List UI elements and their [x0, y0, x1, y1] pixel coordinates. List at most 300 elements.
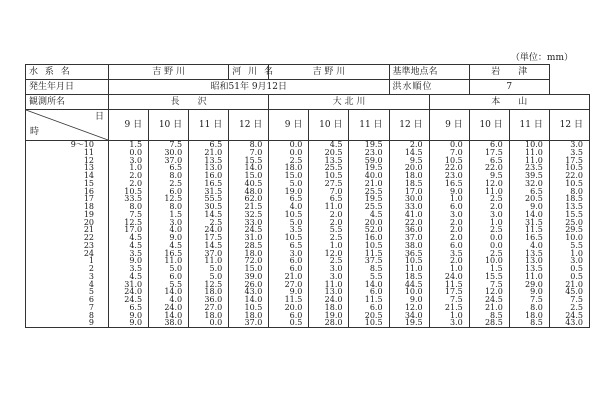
rain-value: 31.0 [124, 279, 143, 289]
day-header: 10 日 [469, 110, 509, 141]
rain-value: 6.0 [449, 240, 463, 250]
rain-value: 29.0 [525, 279, 543, 289]
rain-column [429, 141, 469, 328]
rain-value: 0.0 [209, 318, 223, 328]
rain-value: 38.0 [404, 240, 423, 250]
rain-value: 0.0 [129, 147, 143, 157]
rain-value: 19.5 [364, 140, 383, 149]
time-cell: 18 [83, 202, 94, 211]
rain-value: 12.0 [404, 302, 423, 312]
rain-value: 8.0 [129, 202, 143, 211]
rain-value: 13.5 [565, 202, 583, 211]
rain-value: 11.0 [324, 279, 343, 289]
day-header: 11 日 [349, 110, 389, 141]
rain-value: 21.5 [244, 202, 263, 211]
rain-value: 2.5 [329, 256, 343, 266]
rain-value: 1.5 [490, 264, 503, 273]
rain-value: 30.0 [164, 147, 183, 157]
station-2: 大 北 川 [269, 95, 429, 110]
time-cell: 12 [83, 155, 94, 165]
reference-point-label: 基準地点名 [389, 65, 469, 80]
rain-value: 7.0 [329, 186, 343, 196]
diagonal-header-cell [26, 110, 109, 141]
reference-point-value: 岩 津 [469, 65, 549, 80]
rain-value: 27.5 [324, 178, 343, 188]
rain-column [549, 141, 589, 328]
rain-value: 37.5 [364, 256, 383, 266]
rain-value: 11.0 [404, 264, 423, 273]
rain-value: 8.5 [369, 264, 383, 273]
rain-value: 40.0 [364, 171, 383, 180]
rain-value: 6.5 [129, 302, 143, 312]
day-axis-label: 日 [94, 112, 104, 122]
rain-value: 4.0 [530, 240, 543, 250]
rain-value: 24.0 [204, 225, 223, 235]
time-cell: 5 [88, 287, 94, 297]
rain-value: 7.5 [490, 279, 503, 289]
rain-value: 18.5 [565, 194, 583, 204]
rain-value: 14.0 [244, 163, 263, 173]
rain-value: 3.0 [329, 271, 343, 281]
rain-value: 24.0 [164, 302, 183, 312]
rain-value: 22.0 [565, 171, 583, 180]
rain-value: 32.0 [525, 178, 543, 188]
rain-value: 2.0 [329, 209, 343, 219]
rain-value: 11.0 [525, 271, 543, 281]
rain-value: 20.0 [284, 302, 303, 312]
rain-value: 12.5 [124, 217, 143, 227]
rain-value: 4.5 [169, 240, 183, 250]
rain-value: 25.0 [565, 217, 583, 227]
rain-value: 8.0 [570, 186, 583, 196]
rain-value: 11.0 [324, 202, 343, 211]
rain-value: 44.5 [404, 279, 423, 289]
rain-value: 22.0 [404, 217, 423, 227]
rain-value: 10.5 [444, 155, 463, 165]
rain-value: 2.0 [409, 140, 423, 149]
rain-value: 1.5 [169, 209, 183, 219]
rain-value: 2.5 [329, 233, 343, 242]
rain-value: 27.0 [284, 279, 303, 289]
rain-value: 37.0 [164, 155, 183, 165]
rain-value: 15.0 [244, 264, 263, 273]
rain-value: 11.5 [364, 295, 383, 304]
rain-value: 4.5 [129, 233, 143, 242]
rain-value: 5.0 [209, 264, 223, 273]
river-name-value: 吉 野 川 [269, 65, 389, 80]
rain-value: 28.5 [484, 318, 503, 328]
time-cell: 3 [88, 271, 94, 281]
rain-value: 15.5 [565, 209, 583, 219]
rain-value: 24.0 [324, 295, 343, 304]
rain-value: 2.0 [129, 171, 143, 180]
rain-value: 8.0 [249, 140, 263, 149]
rain-value: 6.5 [289, 240, 303, 250]
rain-value: 9.0 [530, 287, 543, 297]
rain-value: 11.0 [204, 256, 223, 266]
rain-value: 12.0 [324, 248, 343, 258]
data-row [26, 141, 590, 328]
rain-value: 17.5 [444, 287, 463, 297]
rain-value: 6.0 [369, 302, 383, 312]
rain-value: 72.0 [244, 256, 263, 266]
rain-value: 16.0 [204, 171, 223, 180]
rain-value: 1.0 [570, 248, 583, 258]
rain-value: 4.5 [129, 240, 143, 250]
rain-value: 13.0 [204, 163, 223, 173]
rain-value: 2.5 [289, 155, 303, 165]
rain-value: 18.0 [404, 171, 423, 180]
rain-value: 18.0 [324, 302, 343, 312]
rain-value: 0.5 [289, 318, 303, 328]
rain-value: 11.5 [364, 248, 383, 258]
rain-value: 43.0 [565, 318, 583, 328]
rain-value: 2.5 [490, 194, 503, 204]
rain-value: 17.5 [204, 233, 223, 242]
day-header: 9 日 [269, 110, 309, 141]
rain-value: 0.5 [570, 264, 583, 273]
rain-value: 24.5 [244, 225, 263, 235]
rain-value: 18.0 [204, 310, 223, 320]
rain-value: 6.5 [289, 194, 303, 204]
rain-value: 3.0 [570, 256, 583, 266]
rain-value: 36.0 [204, 295, 223, 304]
station-label: 観測所名 [26, 95, 109, 110]
rain-value: 10.5 [324, 171, 343, 180]
rain-value: 22.0 [444, 163, 463, 173]
rain-value: 9.5 [409, 155, 423, 165]
rain-value: 11.0 [525, 155, 543, 165]
rain-value: 2.0 [449, 217, 463, 227]
rain-value: 3.5 [129, 248, 143, 258]
rain-value: 2.5 [490, 248, 503, 258]
rain-value: 16.5 [204, 178, 223, 188]
rain-value: 20.5 [364, 310, 383, 320]
time-cell: 21 [83, 225, 94, 235]
rain-value: 13.5 [525, 248, 543, 258]
station-1: 長 沢 [109, 95, 269, 110]
rain-value: 14.5 [404, 147, 423, 157]
rain-value: 59.0 [364, 155, 383, 165]
rain-value: 22.0 [484, 163, 503, 173]
rain-value: 5.5 [169, 279, 183, 289]
rain-value: 20.5 [324, 147, 343, 157]
rain-value: 5.0 [209, 271, 223, 281]
rain-value: 52.0 [364, 225, 383, 235]
rain-value: 38.0 [164, 318, 183, 328]
rain-value: 19.5 [364, 163, 383, 173]
time-axis-label: 時 [30, 127, 40, 137]
header-row-1 [26, 65, 590, 80]
rain-value: 5.0 [289, 217, 303, 227]
rain-value: 19.5 [404, 318, 423, 328]
time-cell: 16 [83, 186, 94, 196]
station-3: 本 山 [429, 95, 589, 110]
rain-value: 39.5 [525, 171, 543, 180]
day-header: 10 日 [309, 110, 349, 141]
rain-value: 7.5 [449, 295, 463, 304]
rain-value: 0.0 [490, 240, 503, 250]
rain-value: 13.5 [525, 264, 543, 273]
rain-value: 0.0 [289, 140, 303, 149]
rain-value: 9.0 [409, 295, 423, 304]
rain-value: 17.0 [124, 225, 143, 235]
rain-value: 34.0 [404, 310, 423, 320]
rain-value: 25.5 [364, 186, 383, 196]
rain-value: 21.5 [444, 302, 463, 312]
time-cell: 15 [83, 178, 94, 188]
rain-column [389, 141, 429, 328]
rain-value: 14.5 [204, 240, 223, 250]
rain-value: 14.5 [204, 209, 223, 219]
rain-value: 18.0 [244, 248, 263, 258]
rain-value: 18.0 [244, 310, 263, 320]
rain-value: 5.0 [289, 178, 303, 188]
rain-value: 0.0 [490, 233, 503, 242]
rain-value: 13.0 [525, 256, 543, 266]
rain-value: 11.0 [484, 186, 503, 196]
rain-value: 24.5 [484, 295, 503, 304]
rain-value: 23.5 [525, 163, 543, 173]
rain-value: 37.0 [244, 318, 263, 328]
rain-value: 1.5 [129, 140, 143, 149]
rain-value: 10.5 [364, 318, 383, 328]
day-header: 9 日 [429, 110, 469, 141]
rainfall-table [25, 64, 590, 328]
rain-value: 10.5 [124, 186, 143, 196]
day-header: 12 日 [389, 110, 429, 141]
time-cell: 6 [88, 295, 94, 304]
time-cell: 9 [88, 318, 94, 328]
rain-value: 25.5 [324, 163, 343, 173]
rain-value: 6.0 [289, 264, 303, 273]
rain-value: 30.0 [404, 194, 423, 204]
rain-value: 6.5 [329, 194, 343, 204]
rain-value: 4.0 [169, 295, 183, 304]
rain-value: 21.0 [284, 271, 303, 281]
rain-value: 36.5 [404, 248, 423, 258]
rain-value: 18.5 [404, 178, 423, 188]
rain-value: 2.5 [570, 302, 583, 312]
rain-value: 12.0 [484, 287, 503, 297]
rain-column [149, 141, 189, 328]
header-row-3 [26, 95, 590, 110]
rain-value: 30.5 [204, 202, 223, 211]
time-cell: 1 [88, 256, 94, 266]
rain-value: 6.5 [530, 186, 543, 196]
time-cell: 7 [88, 302, 94, 312]
rain-value: 2.5 [209, 217, 223, 227]
header-row-2 [26, 80, 590, 95]
day-header-row [26, 110, 590, 141]
rain-value: 15.0 [244, 171, 263, 180]
time-cell: 22 [83, 233, 94, 242]
rain-value: 21.0 [565, 279, 583, 289]
flood-rank-value: 7 [469, 80, 549, 95]
time-cell: 20 [83, 217, 94, 227]
rain-value: 24.5 [565, 310, 583, 320]
rain-value: 6.0 [289, 310, 303, 320]
rain-value: 6.0 [289, 256, 303, 266]
rain-value: 32.5 [244, 209, 263, 219]
rain-value: 9.0 [449, 186, 463, 196]
rain-value: 7.0 [249, 147, 263, 157]
rain-value: 10.5 [284, 233, 303, 242]
rain-value: 19.5 [364, 194, 383, 204]
rain-value: 37.0 [204, 248, 223, 258]
rain-value: 6.0 [169, 186, 183, 196]
rain-value: 9.5 [490, 171, 503, 180]
rain-value: 1.0 [449, 310, 463, 320]
time-cell: 9～10 [70, 140, 94, 149]
rain-value: 8.0 [169, 202, 183, 211]
rain-value: 8.5 [490, 310, 503, 320]
rain-value: 9.0 [289, 287, 303, 297]
rain-value: 9.0 [530, 202, 543, 211]
rain-value: 6.0 [369, 287, 383, 297]
rain-value: 5.5 [369, 271, 383, 281]
rain-value: 3.0 [129, 155, 143, 165]
rain-value: 6.0 [449, 202, 463, 211]
rain-value: 10.5 [404, 256, 423, 266]
rain-value: 3.5 [129, 264, 143, 273]
water-system-label: 水 系 名 [26, 65, 109, 80]
rain-value: 33.5 [124, 194, 143, 204]
rain-column [469, 141, 509, 328]
rain-column [229, 141, 269, 328]
rain-value: 20.0 [404, 163, 423, 173]
day-header: 12 日 [229, 110, 269, 141]
rain-value: 31.5 [525, 217, 543, 227]
rain-value: 28.5 [244, 240, 263, 250]
rain-value: 6.5 [490, 155, 503, 165]
rain-value: 21.0 [204, 147, 223, 157]
time-cell: 11 [83, 147, 94, 157]
rain-value: 15.0 [284, 171, 303, 180]
rain-value: 13.0 [324, 287, 343, 297]
rain-value: 10.0 [565, 233, 583, 242]
rain-value: 3.0 [570, 140, 583, 149]
rain-value: 2.0 [449, 256, 463, 266]
rain-value: 39.0 [244, 271, 263, 281]
rain-value: 6.0 [169, 271, 183, 281]
rain-value: 2.0 [449, 233, 463, 242]
rain-value: 0.0 [449, 140, 463, 149]
rain-value: 9.0 [169, 233, 183, 242]
time-column [26, 141, 109, 328]
rain-value: 23.0 [444, 171, 463, 180]
rain-value: 0.5 [570, 271, 583, 281]
rain-value: 17.0 [404, 186, 423, 196]
rain-value: 1.0 [449, 194, 463, 204]
time-cell: 4 [88, 279, 94, 289]
rain-value: 2.0 [490, 202, 503, 211]
rain-value: 7.0 [449, 147, 463, 157]
time-cell: 24 [83, 248, 94, 258]
unit-note: （単位：mm） [510, 53, 573, 63]
rain-value: 18.0 [525, 310, 543, 320]
rain-value: 8.0 [530, 302, 543, 312]
time-cell: 19 [83, 209, 94, 219]
rain-value: 23.0 [364, 147, 383, 157]
flood-rank-label: 洪水順位 [389, 80, 469, 95]
rain-value: 1.0 [129, 163, 143, 173]
rain-value: 6.0 [490, 140, 503, 149]
rain-value: 4.0 [289, 202, 303, 211]
rain-value: 14.0 [164, 287, 183, 297]
rain-value: 16.5 [164, 248, 183, 258]
rain-value: 3.0 [289, 248, 303, 258]
rain-value: 10.0 [484, 256, 503, 266]
rain-value: 21.0 [364, 178, 383, 188]
rain-value: 2.5 [169, 178, 183, 188]
time-cell: 14 [83, 171, 94, 180]
rain-value: 20.0 [364, 217, 383, 227]
rain-value: 27.0 [204, 302, 223, 312]
rain-value: 11.5 [525, 225, 543, 235]
rain-value: 6.5 [169, 163, 183, 173]
rain-value: 2.0 [449, 225, 463, 235]
rain-value: 18.0 [284, 163, 303, 173]
date-value: 昭和51年 9月12日 [109, 80, 390, 95]
rain-value: 19.0 [324, 310, 343, 320]
rain-value: 3.0 [449, 318, 463, 328]
rain-value: 8.0 [169, 171, 183, 180]
rain-column [509, 141, 549, 328]
rain-value: 24.0 [124, 287, 143, 297]
rain-value: 12.5 [164, 194, 183, 204]
rain-value: 5.0 [169, 264, 183, 273]
rain-value: 3.0 [329, 264, 343, 273]
water-system-value: 吉 野 川 [109, 65, 229, 80]
rain-value: 10.5 [565, 163, 583, 173]
rain-value: 4.5 [369, 209, 383, 219]
rain-value: 10.0 [404, 287, 423, 297]
rain-value: 14.0 [164, 310, 183, 320]
rain-value: 62.0 [244, 194, 263, 204]
rain-value: 10.0 [525, 140, 543, 149]
rain-value: 36.0 [404, 225, 423, 235]
rain-value: 9.0 [129, 318, 143, 328]
rain-value: 24.0 [444, 271, 463, 281]
rain-value: 13.5 [204, 155, 223, 165]
rain-value: 11.0 [525, 147, 543, 157]
rain-value: 15.5 [244, 155, 263, 165]
rain-value: 25.5 [364, 202, 383, 211]
day-header: 11 日 [189, 110, 229, 141]
river-name-label: 河 川 名 [229, 65, 269, 80]
rain-value: 5.5 [570, 240, 583, 250]
time-cell: 2 [88, 264, 94, 273]
rain-value: 3.5 [570, 147, 583, 157]
time-cell: 13 [83, 163, 94, 173]
rain-value: 8.5 [530, 318, 543, 328]
rain-value: 2.0 [329, 217, 343, 227]
rain-value: 7.5 [169, 140, 183, 149]
rain-value: 24.5 [124, 295, 143, 304]
rain-value: 37.0 [404, 233, 423, 242]
rain-value: 14.0 [525, 209, 543, 219]
rain-value: 12.0 [484, 178, 503, 188]
rain-value: 17.5 [565, 155, 583, 165]
rain-value: 28.0 [324, 318, 343, 328]
rain-column [309, 141, 349, 328]
rain-value: 14.0 [364, 279, 383, 289]
rain-value: 15.5 [484, 271, 503, 281]
rain-value: 31.5 [204, 186, 223, 196]
day-header: 9 日 [109, 110, 149, 141]
rain-column [109, 141, 149, 328]
